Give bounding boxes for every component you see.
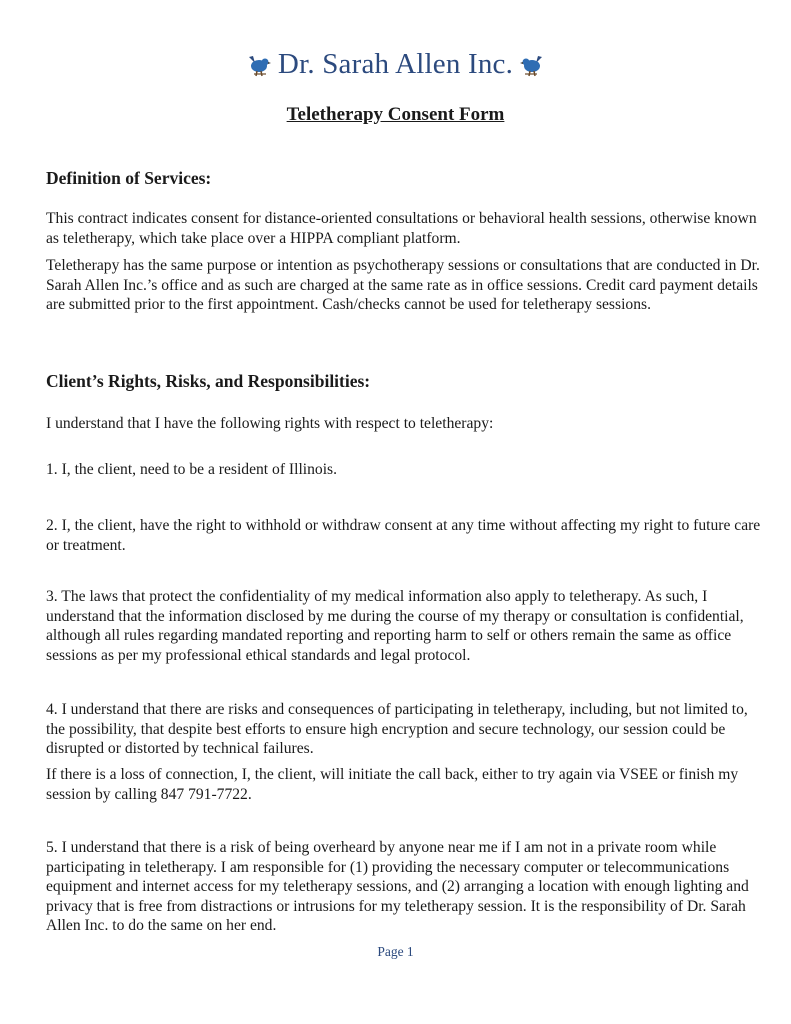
rights-intro: I understand that I have the following rights with respect to teletherapy: [46,415,494,432]
list-item: 5. I understand that there is a risk of being overheard by anyone near me if I am not in a private room while participating in teletherapy. I am responsible for (1) providing the necessary computer or telecommunications equipment and internet access for my teletherapy sessions, and (2) arranging a location with enough lighting and privacy that is free from distractions or intrusions for my teletherapy session. It is the responsibility of Dr. Sarah Allen Inc. to do the same on her end. [46,839,749,934]
paragraph: Teletherapy has the same purpose or intention as psychotherapy sessions or consultations that are conducted in Dr. Sarah Allen Inc.’s office and as such are charged at the same rate as in office sessions. Credit card payment details are submitted prior to the first appointment. Cash/checks cannot be used for teletherapy sessions. [46,257,760,313]
list-item: 3. The laws that protect the confidentiality of my medical information also apply to teletherapy. As such, I understand that the information disclosed by me during the course of my therapy or consultation is confidential, although all rules regarding mandated reporting and reporting harm to self or others remain the same as office sessions as per my professional ethical standards and legal protocol. [46,588,744,664]
brand-name: Dr. Sarah Allen Inc. [277,48,514,80]
list-item: 1. I, the client, need to be a resident of Illinois. [46,461,337,478]
paragraph: This contract indicates consent for distance-oriented consultations or behavioral health sessions, otherwise known as teletherapy, which take place over a HIPPA compliant platform. [46,210,757,247]
page-number: Page 1 [377,944,414,959]
list-item: 2. I, the client, have the right to withhold or withdraw consent at any time without affecting my right to future care or treatment. [46,517,761,554]
letterhead [0,48,791,81]
bird-icon [519,52,545,78]
document-title: Teletherapy Consent Form [286,104,505,125]
bird-icon [246,52,272,78]
section-heading-rights: Client’s Rights, Risks, and Responsibilities: [46,371,371,391]
list-item: If there is a loss of connection, I, the client, will initiate the call back, either to try again via VSEE or finish my session by calling 847 791-7722. [46,766,739,803]
list-item: 4. I understand that there are risks and consequences of participating in teletherapy, including, but not limited to, the possibility, that despite best efforts to ensure high encryption and secure technology, our session could be disrupted or distorted by technical failures. [46,701,748,757]
section-heading-definition: Definition of Services: [46,168,212,188]
